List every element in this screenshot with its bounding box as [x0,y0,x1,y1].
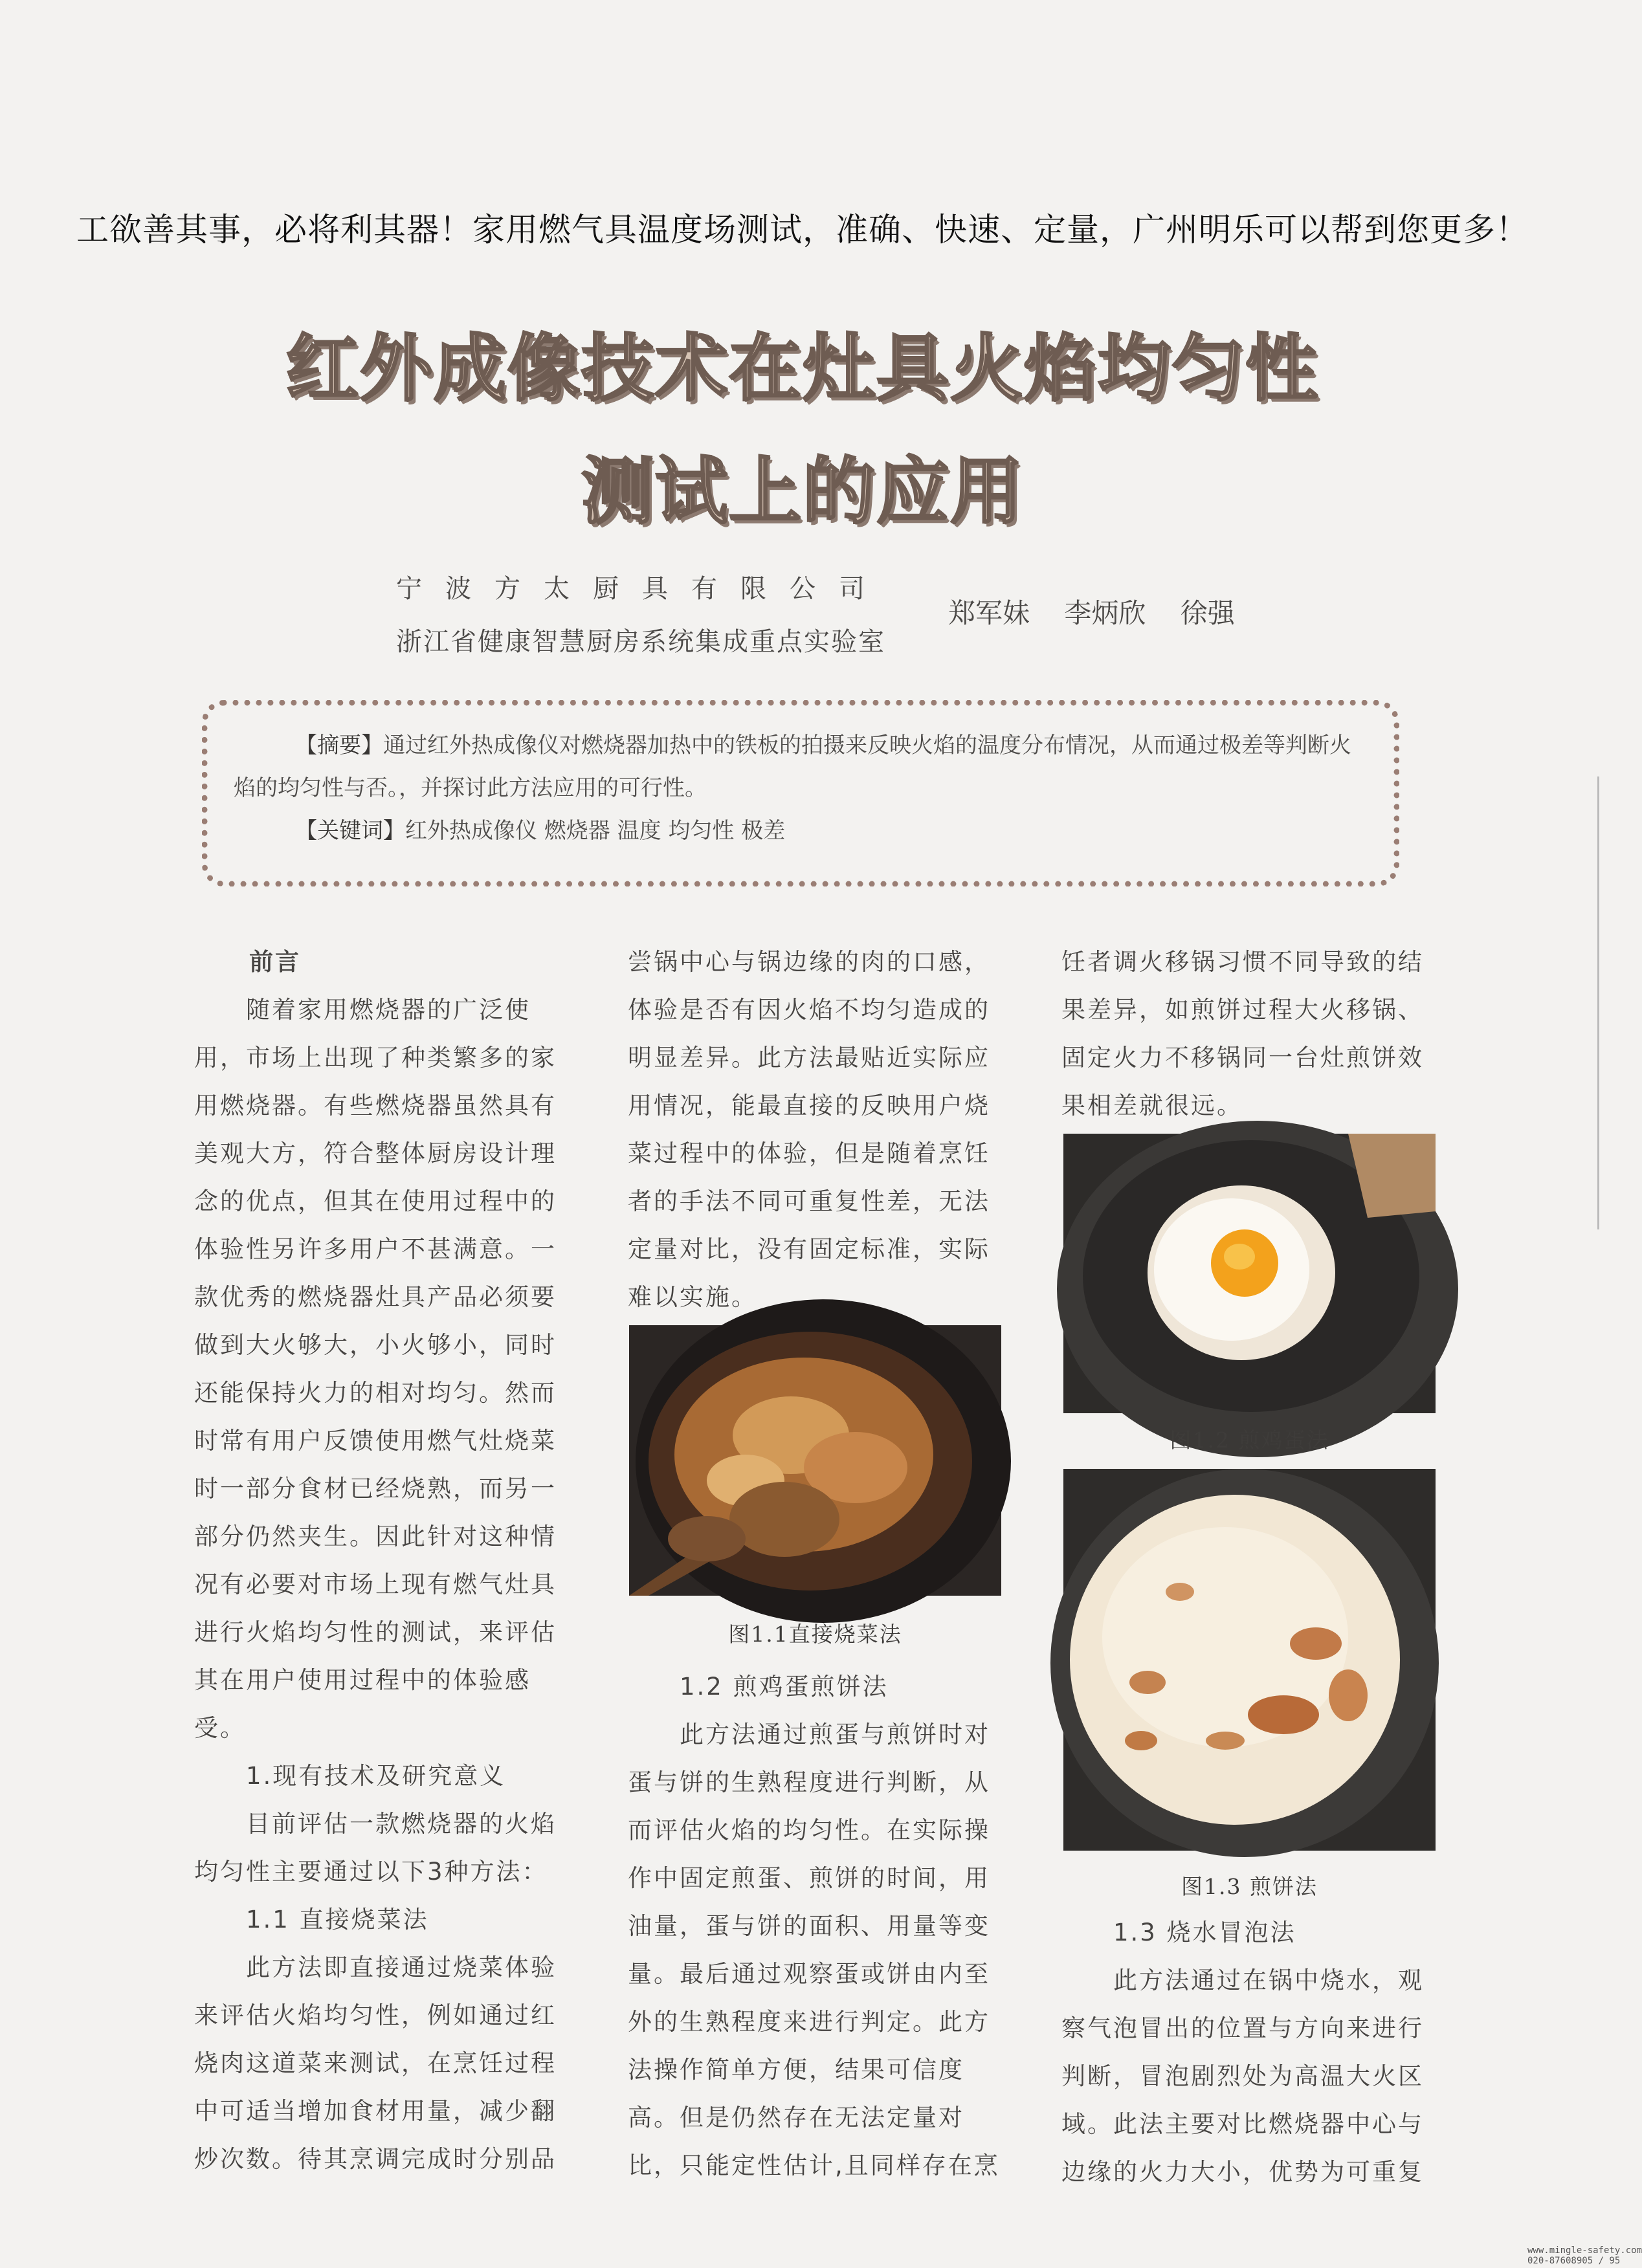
author-list: 郑军妹 李炳欣 徐强 [948,597,1235,629]
intro-heading: 前言 [249,948,301,976]
promo-banner: 工欲善其事，必将利其器！家用燃气具温度场测试，准确、快速、定量，广州明乐可以帮到您更多！ [76,211,1529,248]
scan-edge-line [1597,776,1599,1229]
article-title-line-2: 测试上的应用 [581,450,1024,534]
figure-1-1-caption: 图1.1直接烧菜法 [728,1622,902,1647]
continued-paragraph-col2: 尝锅中心与锅边缘的肉的口感，体验是否有因火焰不均匀造成的明显差异。此方法最贴近实际应用情况，能最直接的反映用户烧菜过程中的体验，但是随着烹饪者的手法不同可重复性差，无法定量对比，没有固定标准，实际难以实施。 [628,948,990,1311]
affiliation-lab: 浙江省健康智慧厨房系统集成重点实验室 [396,627,885,657]
figure-1-1-cooking-photo [629,1325,1001,1596]
figure-1-3-caption: 图1.3 煎饼法 [1181,1874,1318,1899]
subsection-1-1-paragraph: 此方法即直接通过烧菜体验来评估火焰均匀性，例如通过红烧肉这道菜来测试，在烹饪过程中可适当增加食材用量，减少翻炒次数。待其烹调完成时分别品 [194,1954,557,2173]
abstract-paragraph [234,724,1368,809]
subsection-1-3-paragraph: 此方法通过在锅中烧水，观察气泡冒出的位置与方向来进行判断，冒泡剧烈处为高温大火区域。此法主要对比燃烧器中心与边缘的火力大小，优势为可重复 [1061,1966,1424,2186]
abstract-label: 【摘要】 [295,732,383,758]
footer-watermark: www.mingle-safety.com 020-87608905 / 95 [1527,2245,1642,2266]
subsection-1-1-heading: 1.1 直接烧菜法 [246,1906,429,1933]
keywords-label: 【关键词】 [295,818,405,844]
text-column-2-lower [628,1663,1006,2190]
continued-paragraph-col3: 饪者调火移锅习惯不同导致的结果差异，如煎饼过程大火移锅、固定火力不移锅同一台灶煎饼效果相差就很远。 [1061,948,1424,1119]
subsection-1-2-heading: 1.2 煎鸡蛋煎饼法 [680,1673,889,1701]
figure-1-2-egg-photo [1063,1134,1436,1413]
figure-1-3-pancake-photo [1063,1469,1436,1851]
text-column-1 [194,938,576,2183]
text-column-2 [628,938,1006,1321]
subsection-1-3-heading: 1.3 烧水冒泡法 [1113,1919,1296,1946]
article-title-line-1: 红外成像技术在灶具火焰均匀性 [286,327,1319,411]
text-column-3 [1061,938,1443,1130]
subsection-1-2-paragraph: 此方法通过煎蛋与煎饼时对蛋与饼的生熟程度进行判断，从而评估火焰的均匀性。在实际操作中固定煎蛋、煎饼的时间，用油量，蛋与饼的面积、用量等变量。最后通过观察蛋或饼由内至外的生熟程度来进行判定。此方法操作简单方便，结果可信度高。但是仍然存在无法定量对比，只能定性估计,且同样存在烹 [628,1721,1000,2179]
section-1-paragraph: 目前评估一款燃烧器的火焰均匀性主要通过以下3种方法： [194,1810,557,1886]
figure-1-2-caption: 图1.2 煎鸡蛋法 [1170,1427,1329,1453]
section-1-heading: 1.现有技术及研究意义 [246,1762,506,1790]
affiliation-company: 宁波方太厨具有限公司 [396,574,888,604]
intro-paragraph: 随着家用燃烧器的广泛使用，市场上出现了种类繁多的家用燃烧器。有些燃烧器虽然具有美观大方，符合整体厨房设计理念的优点，但其在使用过程中的体验性另许多用户不甚满意。一款优秀的燃烧器灶具产品必须要做到大火够大，小火够小，同时还能保持火力的相对均匀。然而时常有用户反馈使用燃气灶烧菜时一部分食材已经烧熟，而另一部分仍然夹生。因此针对这种情况有必要对市场上现有燃气灶具进行火焰均匀性的测试，来评估其在用户使用过程中的体验感受。 [194,996,557,1742]
abstract-box [202,700,1399,886]
keywords-paragraph [234,809,1368,852]
text-column-3-lower [1061,1909,1443,2196]
keywords-text: 红外热成像仪 燃烧器 温度 均匀性 极差 [405,818,786,844]
abstract-text: 通过红外热成像仪对燃烧器加热中的铁板的拍摄来反映火焰的温度分布情况，从而通过极差等判断火焰的均匀性与否。，并探讨此方法应用的可行性。 [234,732,1351,801]
